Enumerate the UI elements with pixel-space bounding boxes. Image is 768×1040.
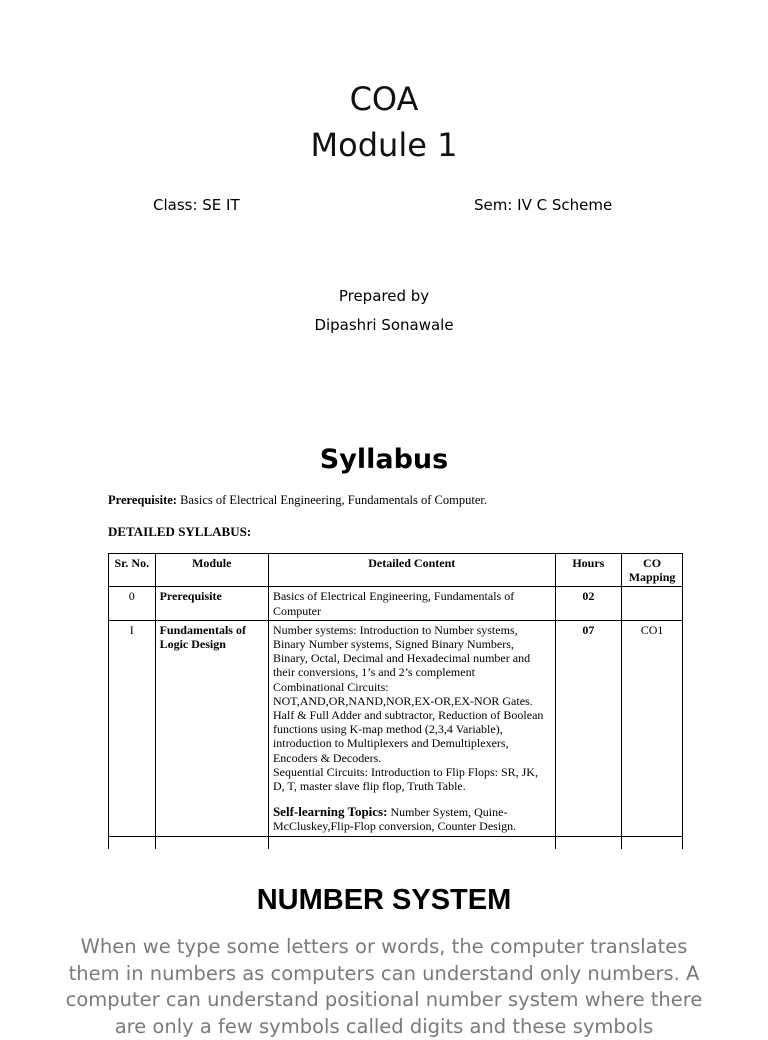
cell-module: Fundamentals of Logic Design: [155, 620, 268, 836]
syllabus-table: [108, 553, 683, 849]
syllabus-table-container: [108, 553, 683, 849]
cell-hours: 07: [555, 620, 621, 836]
cell-sr: 0: [109, 587, 156, 620]
cell-content: [268, 620, 555, 836]
table-row: [109, 587, 683, 620]
title-line-2: Module 1: [310, 126, 458, 164]
detailed-syllabus-label: DETAILED SYLLABUS:: [108, 524, 252, 539]
header-detailed-content: Detailed Content: [268, 554, 555, 587]
header-module: Module: [155, 554, 268, 587]
title-line-1: COA: [349, 80, 419, 118]
cell-content: Basics of Electrical Engineering, Fundamentals of Computer: [268, 587, 555, 620]
header-co-mapping: CO Mapping: [622, 554, 683, 587]
table-row: [109, 620, 683, 836]
cell-hours: 02: [555, 587, 621, 620]
table-row: [109, 836, 683, 849]
self-learning-label: Self-learning Topics:: [272, 804, 388, 820]
syllabus-heading: Syllabus: [319, 444, 449, 475]
author-name: Dipashri Sonawale: [314, 316, 454, 334]
number-system-heading: NUMBER SYSTEM: [256, 884, 512, 916]
cell-co: [622, 587, 683, 620]
prepared-by-block: [0, 282, 768, 340]
cell-co: CO1: [622, 620, 683, 836]
table-header-row: [109, 554, 683, 587]
self-learning-text: Number System, Quine-McCluskey,Flip-Flop conversion, Counter Design.: [272, 805, 517, 834]
header-sr-no: Sr. No.: [109, 554, 156, 587]
self-learning-topics: [273, 805, 551, 833]
prerequisite-text: Basics of Electrical Engineering, Fundamentals of Computer.: [176, 493, 487, 507]
content-sequential-circuits: Sequential Circuits: Introduction to Flip Flops: SR, JK, D, T, master slave flip flop, Truth Table.: [272, 764, 538, 794]
prerequisite-label: Prerequisite:: [108, 493, 177, 507]
document-title: [0, 76, 768, 168]
number-system-paragraph: When we type some letters or words, the computer translates them in numbers as computers can understand only numbers. A computer can understand positional number system where there are only a few symbols called digits and these symbols: [65, 935, 703, 1038]
cell-sr: I: [109, 620, 156, 836]
prepared-by-label: Prepared by: [338, 287, 430, 305]
header-hours: Hours: [555, 554, 621, 587]
prerequisite-line: [108, 493, 487, 508]
class-label: Class: SE IT: [153, 196, 240, 214]
sem-label: Sem: IV C Scheme: [474, 196, 613, 214]
cell-module: Prerequisite: [155, 587, 268, 620]
content-number-systems: Number systems: Introduction to Number systems, Binary Number systems, Signed Binary Numbers, Binary, Octal, Decimal and Hexadecimal number and their conversions, 1’s and 2’s complement: [272, 622, 531, 680]
content-combinational-circuits: Combinational Circuits: NOT,AND,OR,NAND,NOR,EX-OR,EX-NOR Gates. Half & Full Adder and subtractor, Reduction of Boolean functions using K-map method (2,3,4 Variable), introduction to Multiplexers and Demultiplexers, Encoders & Decoders.: [272, 679, 544, 765]
